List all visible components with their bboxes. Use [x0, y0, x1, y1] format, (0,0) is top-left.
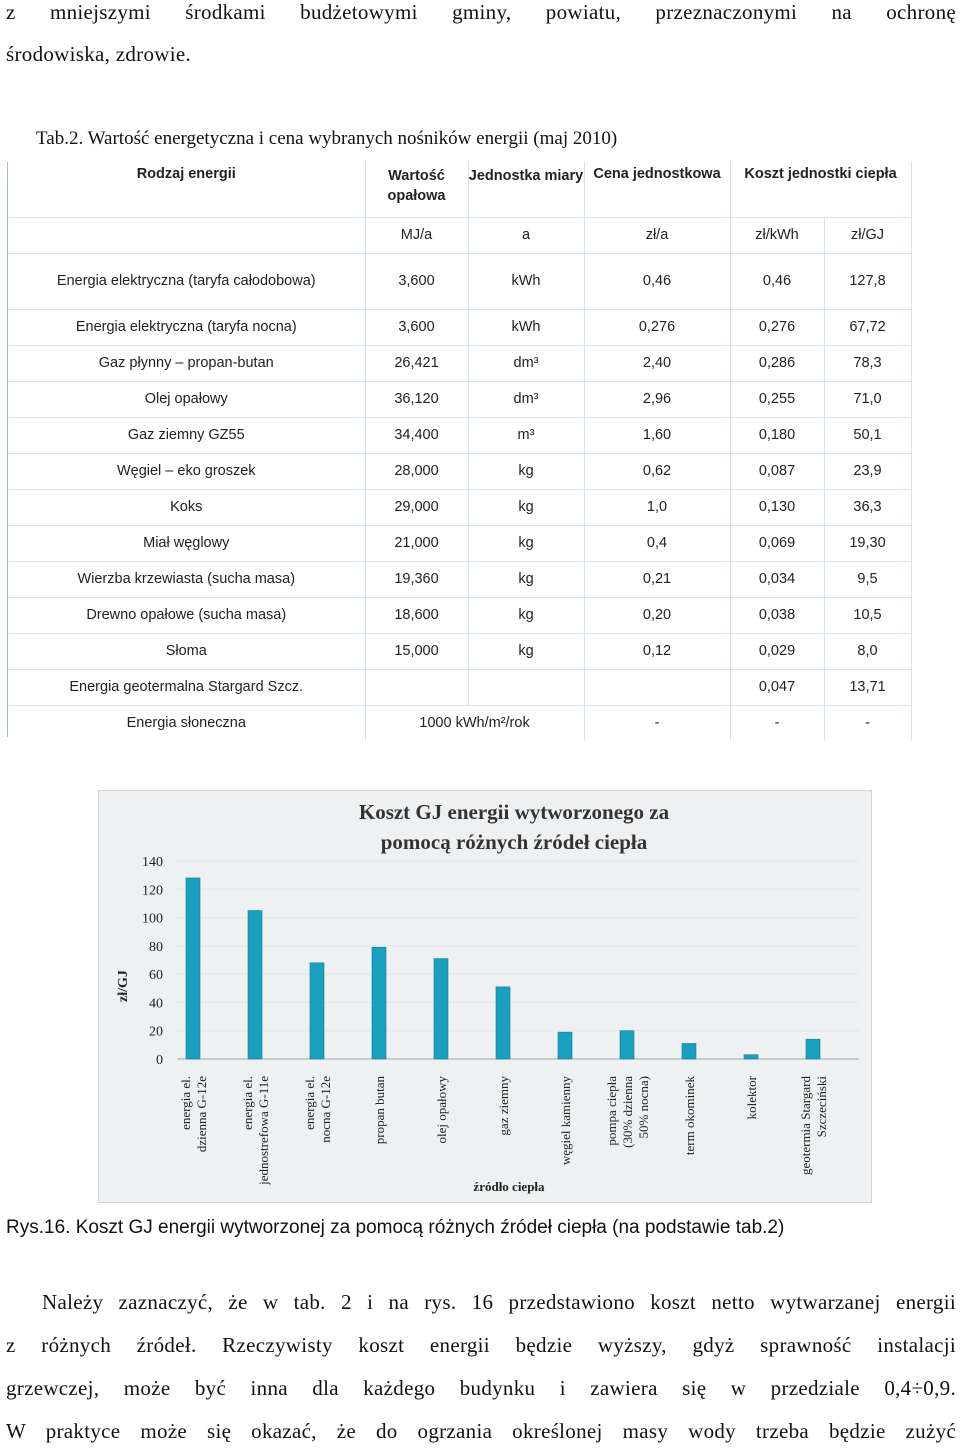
value-cell: kg	[468, 453, 584, 489]
value-cell: kWh	[468, 309, 584, 345]
unit-cell: zł/GJ	[824, 217, 911, 253]
energy-name-cell: Energia elektryczna (taryfa nocna)	[8, 309, 365, 345]
value-cell: 29,000	[365, 489, 468, 525]
energy-name-cell: Gaz płynny – propan-butan	[8, 345, 365, 381]
header-heating-value: Wartość opałowa	[365, 162, 468, 217]
y-tick-label: 60	[149, 968, 163, 984]
value-cell: -	[584, 705, 730, 741]
table-row	[8, 345, 911, 381]
value-cell: 3,600	[365, 309, 468, 345]
intro-line-2: środowiska, zdrowie.	[6, 42, 192, 66]
value-cell: 0,069	[730, 525, 824, 561]
energy-name-cell: Węgiel – eko groszek	[8, 453, 365, 489]
svg-text:pompa ciepła: pompa ciepła	[604, 1076, 619, 1146]
energy-table	[8, 162, 912, 741]
value-cell: 21,000	[365, 525, 468, 561]
x-tick-label	[302, 1076, 333, 1143]
value-cell: 50,1	[824, 417, 911, 453]
value-cell: dm³	[468, 345, 584, 381]
table-caption: Tab.2. Wartość energetyczna i cena wybranych nośników energii (maj 2010)	[36, 128, 618, 149]
x-tick-label	[240, 1076, 271, 1186]
intro-line-1: z mniejszymi środkami budżetowymi gminy, powiatu, przeznaczonymi na ochronę	[6, 0, 956, 24]
energy-name-cell: Słoma	[8, 633, 365, 669]
table-row	[8, 597, 911, 633]
value-cell: 0,4	[584, 525, 730, 561]
figure-caption: Rys.16. Koszt GJ energii wytworzonej za pomocą różnych źródeł ciepła (na podstawie tab.2)	[6, 1217, 785, 1238]
bar	[310, 963, 324, 1059]
table-row	[8, 453, 911, 489]
x-axis-label: źródło ciepła	[473, 1179, 545, 1194]
value-cell: 9,5	[824, 561, 911, 597]
table-row	[8, 253, 911, 309]
y-tick-label: 80	[149, 939, 163, 955]
bar	[248, 911, 262, 1060]
x-tick-label	[372, 1076, 387, 1145]
value-cell: 0,034	[730, 561, 824, 597]
value-cell: 0,047	[730, 669, 824, 705]
cost-chart	[98, 790, 872, 1203]
chart-title-line-1: Koszt GJ energii wytworzonego za	[358, 800, 670, 824]
bar	[682, 1043, 696, 1059]
unit-cell: zł/kWh	[730, 217, 824, 253]
value-cell: 1,0	[584, 489, 730, 525]
svg-text:term okominek: term okominek	[682, 1076, 697, 1156]
header-energy-type: Rodzaj energii	[8, 162, 365, 217]
bar	[744, 1055, 758, 1059]
cost-chart-svg	[99, 791, 871, 1202]
x-tick-label	[434, 1076, 449, 1144]
unit-cell: a	[468, 217, 584, 253]
x-tick-label	[744, 1075, 759, 1119]
value-cell: 26,421	[365, 345, 468, 381]
svg-text:nocna G-12e: nocna G-12e	[318, 1076, 333, 1143]
svg-text:(30% dzienna: (30% dzienna	[620, 1076, 635, 1148]
header-heat-cost: Koszt jednostki ciepła	[730, 162, 911, 217]
value-cell: 10,5	[824, 597, 911, 633]
svg-text:propan butan: propan butan	[372, 1076, 387, 1145]
value-cell: -	[730, 705, 824, 741]
energy-name-cell: Energia elektryczna (taryfa całodobowa)	[8, 253, 365, 309]
y-tick-label: 120	[142, 883, 163, 899]
value-cell: m³	[468, 417, 584, 453]
value-cell: -	[824, 705, 911, 741]
value-cell: 34,400	[365, 417, 468, 453]
svg-text:energia el.: energia el.	[302, 1076, 317, 1130]
x-tick-label	[604, 1076, 651, 1148]
y-tick-label: 140	[142, 855, 163, 870]
value-cell: 13,71	[824, 669, 911, 705]
table-row	[8, 309, 911, 345]
bar	[558, 1032, 572, 1059]
value-cell: 1000 kWh/m²/rok	[365, 705, 584, 741]
value-cell: 0,21	[584, 561, 730, 597]
value-cell: 127,8	[824, 253, 911, 309]
table-row	[8, 561, 911, 597]
value-cell: 78,3	[824, 345, 911, 381]
energy-name-cell: Miał węglowy	[8, 525, 365, 561]
x-tick-label	[178, 1076, 209, 1152]
header-unit-price: Cena jednostkowa	[584, 162, 730, 217]
value-cell: kg	[468, 561, 584, 597]
svg-text:kolektor: kolektor	[744, 1076, 759, 1120]
table-row	[8, 633, 911, 669]
value-cell: 23,9	[824, 453, 911, 489]
table-row	[8, 417, 911, 453]
energy-name-cell: Drewno opałowe (sucha masa)	[8, 597, 365, 633]
body-line-3: grzewczej, może być inna dla każdego budynku i zawiera się w przedziale 0,4÷0,9.	[6, 1376, 956, 1400]
value-cell: 1,60	[584, 417, 730, 453]
value-cell: 0,20	[584, 597, 730, 633]
value-cell: 0,46	[584, 253, 730, 309]
body-line-4: W praktyce może się okazać, że do ogrzania określonej masy wody trzeba będzie zużyć	[6, 1419, 956, 1443]
bar	[372, 947, 386, 1059]
svg-text:gaz ziemny: gaz ziemny	[496, 1076, 511, 1136]
value-cell: 0,029	[730, 633, 824, 669]
x-tick-label	[496, 1076, 511, 1136]
table-row	[8, 489, 911, 525]
header-unit: Jednostka miary	[468, 162, 584, 217]
bar	[620, 1031, 634, 1059]
value-cell	[468, 669, 584, 705]
unit-cell	[8, 217, 365, 253]
value-cell: 71,0	[824, 381, 911, 417]
bar	[186, 878, 200, 1059]
table-row	[8, 705, 911, 741]
energy-name-cell: Energia geotermalna Stargard Szcz.	[8, 669, 365, 705]
svg-text:energia el.: energia el.	[240, 1076, 255, 1130]
value-cell: 3,600	[365, 253, 468, 309]
body-line-1: Należy zaznaczyć, że w tab. 2 i na rys. 16 przedstawiono koszt netto wytwarzanej energii	[42, 1290, 956, 1314]
value-cell: 0,286	[730, 345, 824, 381]
energy-name-cell: Energia słoneczna	[8, 705, 365, 741]
value-cell: 0,62	[584, 453, 730, 489]
value-cell: 36,120	[365, 381, 468, 417]
energy-name-cell: Wierzba krzewiasta (sucha masa)	[8, 561, 365, 597]
unit-cell: MJ/a	[365, 217, 468, 253]
svg-text:węgiel kamienny: węgiel kamienny	[558, 1076, 573, 1166]
y-tick-label: 0	[156, 1053, 163, 1068]
value-cell: 0,255	[730, 381, 824, 417]
value-cell: kg	[468, 525, 584, 561]
svg-text:geotermia Stargard: geotermia Stargard	[798, 1076, 813, 1176]
value-cell: 0,130	[730, 489, 824, 525]
value-cell: kg	[468, 489, 584, 525]
energy-name-cell: Olej opałowy	[8, 381, 365, 417]
svg-text:50% nocna): 50% nocna)	[636, 1076, 651, 1139]
unit-cell: zł/a	[584, 217, 730, 253]
value-cell: 8,0	[824, 633, 911, 669]
value-cell: 2,96	[584, 381, 730, 417]
value-cell	[365, 669, 468, 705]
value-cell: 0,038	[730, 597, 824, 633]
value-cell: 19,360	[365, 561, 468, 597]
value-cell: dm³	[468, 381, 584, 417]
value-cell: 15,000	[365, 633, 468, 669]
value-cell: 28,000	[365, 453, 468, 489]
value-cell: kWh	[468, 253, 584, 309]
value-cell: 2,40	[584, 345, 730, 381]
value-cell: 0,46	[730, 253, 824, 309]
bar	[496, 987, 510, 1059]
svg-text:dzienna G-12e: dzienna G-12e	[194, 1076, 209, 1153]
value-cell: 18,600	[365, 597, 468, 633]
svg-text:jednostrefowa G-11e: jednostrefowa G-11e	[256, 1076, 271, 1185]
y-tick-label: 100	[142, 911, 163, 927]
svg-text:olej opałowy: olej opałowy	[434, 1076, 449, 1144]
value-cell: kg	[468, 633, 584, 669]
table-row	[8, 525, 911, 561]
value-cell: kg	[468, 597, 584, 633]
table-row	[8, 669, 911, 705]
y-axis-label: zł/GJ	[116, 970, 131, 1002]
value-cell: 0,276	[584, 309, 730, 345]
x-tick-label	[798, 1076, 829, 1176]
energy-name-cell: Koks	[8, 489, 365, 525]
value-cell: 19,30	[824, 525, 911, 561]
value-cell	[584, 669, 730, 705]
x-tick-label	[558, 1076, 573, 1166]
table-row	[8, 381, 911, 417]
energy-name-cell: Gaz ziemny GZ55	[8, 417, 365, 453]
bar	[806, 1039, 820, 1059]
bar	[434, 959, 448, 1059]
y-tick-label: 20	[149, 1024, 163, 1040]
value-cell: 0,180	[730, 417, 824, 453]
svg-text:Szczeciński: Szczeciński	[814, 1076, 829, 1138]
value-cell: 0,276	[730, 309, 824, 345]
value-cell: 0,087	[730, 453, 824, 489]
svg-text:energia el.: energia el.	[178, 1076, 193, 1130]
energy-table-image	[7, 162, 911, 737]
value-cell: 67,72	[824, 309, 911, 345]
body-line-2: z różnych źródeł. Rzeczywisty koszt energii będzie wyższy, gdyż sprawność instalacji	[6, 1333, 956, 1357]
value-cell: 36,3	[824, 489, 911, 525]
y-tick-label: 40	[149, 996, 163, 1012]
x-tick-label	[682, 1076, 697, 1156]
chart-title-line-2: pomocą różnych źródeł ciepła	[380, 830, 648, 854]
value-cell: 0,12	[584, 633, 730, 669]
